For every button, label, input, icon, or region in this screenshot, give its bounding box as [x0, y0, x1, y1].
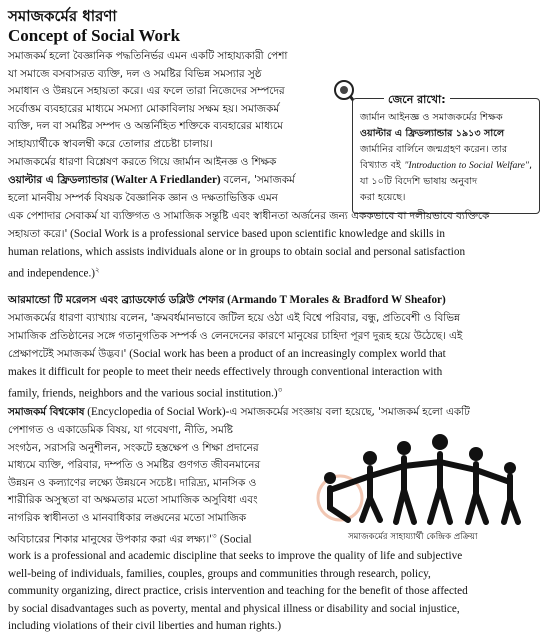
note-book-intro: বিখ্যাত বই: [360, 160, 401, 171]
morales-quote-end: family, friends, neighbors and the various social institution.): [8, 387, 278, 400]
intro-line: সর্বোত্তম ব্যবহারের মাধ্যমে সমস্যা মোকাবিলায় সক্ষম হয়। সমাজকর্ম: [8, 102, 280, 115]
friedlander-line1: সমাজকর্মের ধারণা বিশ্লেষণ করতে গিয়ে জার্মান আইনজ্ঞ ও শিক্ষক: [8, 156, 277, 168]
morales-line3: সামাজিক প্রতিষ্ঠানের সঙ্গে গতানুগতিক সম্পর্ক ও লেনদেনের কারণে মানুষের চাহিদা পূরণ দুরূহ হয়ে উঠেছে। এই: [8, 330, 463, 342]
friedlander-line2: [8, 172, 353, 190]
encyclopedia-name-en: (Encyclopedia of Social Work)-: [87, 406, 230, 418]
note-line: [360, 158, 532, 190]
encyclopedia-line: [8, 528, 308, 549]
encyclopedia-en-line: work is a professional and academic discipline that seeks to improve the quality of life and subjective: [8, 550, 463, 562]
encyclopedia-en-block: [8, 548, 543, 636]
encyclopedia-line: মাধ্যমে ব্যক্তি, পরিবার, দম্পতি ও সমষ্টির গুণগত জীবনমানের: [8, 459, 261, 472]
encyclopedia-line: শারীরিক অসুস্থতা বা অক্ষমতার মতো সামাজিক অসুবিধা এবং: [8, 494, 258, 507]
note-body: [360, 110, 532, 206]
intro-line: সমাজকর্ম হলো বৈজ্ঞানিক পদ্ধতিনির্ভর এমন একটি সাহায্যকারী পেশা: [8, 50, 288, 62]
encyclopedia-bn-block: [8, 422, 308, 549]
friedlander-quote-en: (Social Work is a professional service based upon scientific knowledge and skills in: [70, 228, 445, 240]
friedlander-quote-end: and independence.): [8, 267, 95, 280]
friedlander-quote-line3: [8, 262, 100, 283]
footnote-marker: ৩: [212, 531, 217, 540]
heading-english: Concept of Social Work: [8, 26, 181, 45]
encyclopedia-quote-start: (Social: [219, 533, 252, 546]
intro-line: সাহায্যার্থীকে স্বাবলম্বী করে তোলার প্রচেষ্টা চালায়।: [8, 137, 213, 150]
illustration-caption: সমাজকর্মের সাহায্যার্থী কেন্দ্রিক প্রক্রিয়া: [348, 532, 478, 542]
encyclopedia-line: সংগঠন, সরাসরি অনুশীলন, সংকটে হস্তক্ষেপ ও শিক্ষা প্রদানের: [8, 441, 259, 454]
encyclopedia-line: পেশাগত ও একাডেমিক বিষয়, যা গবেষণা, নীতি, সমষ্টি: [8, 424, 233, 436]
note-book-title: "Introduction to Social Welfare": [404, 160, 529, 171]
friedlander-name-bn: ওয়াল্টার এ ফ্রিডল্যান্ডার: [8, 174, 109, 186]
friedlander-line4: এক পেশাদার সেবাকর্ম যা ব্যক্তিগত ও সামাজিক সন্তুষ্টি এবং স্বাধীনতা অর্জনের জন্য এককভাবে বা দলীয়ভাবে ব্যক্তিকে: [8, 210, 490, 222]
people-helping-illustration: [300, 428, 540, 528]
encyclopedia-line: উন্নয়ন ও কল্যাণের লক্ষ্যে উন্নয়নে সচেষ্ট। দারিদ্র্য, মানসিক ও: [8, 476, 257, 489]
note-line: ওয়াল্টার এ ফ্রিডল্যান্ডার ১৯১৩ সালে: [360, 128, 505, 139]
encyclopedia-line1: [8, 404, 543, 422]
encyclopedia-line1-rest: এ সমাজকর্মের সংজ্ঞায় বলা হয়েছে, 'সমাজকর্ম হলো একটি: [229, 406, 470, 418]
encyclopedia-line: নাগরিক স্বাধীনতা ও মানবাধিকার লঙ্ঘনের মতো সামাজিক: [8, 511, 247, 524]
friedlander-quote: [8, 226, 538, 244]
encyclopedia-line8: অবিচারের শিকার মানুষের উপকার করা এর লক্ষ্য।': [8, 533, 213, 546]
morales-quote-line2: makes it difficult for people to meet their needs effectively through conventional interaction with: [8, 366, 443, 378]
note-line: জার্মান আইনজ্ঞ ও সমাজকর্মের শিক্ষক: [360, 112, 503, 123]
friedlander-quote-line2: human relations, which assists individuals alone or in groups to obtain social and personal satisfaction: [8, 246, 466, 258]
note-translated: , যা ১০টি বিদেশি ভাষায় অনুবাদ: [360, 160, 532, 187]
encyclopedia-en-line: including violations of their civil liberties and human rights.): [8, 620, 282, 633]
note-line: করা হয়েছে।: [360, 192, 406, 203]
morales-quote-bn: প্রেক্ষাপটেই সমাজকর্ম উদ্ভব।': [8, 348, 127, 360]
footnote-marker: ৩: [277, 386, 283, 394]
intro-line: সমাধান ও উন্নয়নে সহায়তা করে। এর ফলে তারা নিজেদের সম্পদের: [8, 85, 285, 98]
morales-heading: [8, 292, 543, 310]
intro-paragraph: [8, 48, 348, 154]
encyclopedia-en-line: by social disadvantages such as poverty, mental and physical illness or disability and social injustice,: [8, 602, 460, 615]
heading-bengali: সমাজকর্মের ধারণা: [8, 7, 117, 25]
note-title: জেনে রাখো:: [384, 91, 450, 110]
friedlander-says: বলেন, 'সমাজকর্ম: [223, 174, 295, 186]
morales-line2: সমাজকর্মের ধারণা ব্যাখ্যায় বলেন, 'ক্রমবর্ধমানভাবে জটিল হয়ে ওঠা এই বিশ্বে পরিবার, বন্ধু, প্রতিবেশী ও বিভিন্ন: [8, 312, 460, 324]
morales-quote-line3: [8, 382, 282, 403]
morales-name-en: (Armando T Morales & Bradford W Sheafor): [227, 294, 446, 306]
morales-name-bn: আরমান্ডো টি মরেলস এবং ব্র্যাডফোর্ড ডব্লিউ শেফার: [8, 294, 225, 306]
morales-quote: [8, 346, 543, 364]
encyclopedia-en-line: well-being of individuals, families, couples, groups and communities through research, policy,: [8, 567, 431, 580]
encyclopedia-name-bn: সমাজকর্ম বিশ্বকোষ: [8, 406, 85, 418]
encyclopedia-en-line: community organizing, direct practice, crisis intervention and teaching for the benefit of those affected: [8, 585, 468, 598]
friedlander-quote-bn: সহায়তা করে।': [8, 228, 68, 240]
footnote-marker: ২: [94, 266, 100, 274]
intro-line: ব্যক্তি, দল বা সমষ্টির সম্পদ ও অন্তর্নিহিত শক্তিকে ব্যবহারের মাধ্যমে: [8, 120, 283, 133]
friedlander-name-en: (Walter A Friedlander): [110, 174, 221, 186]
friedlander-line3: হলো মানবীয় সম্পর্ক বিষয়ক বৈজ্ঞানিক জ্ঞান ও দক্ষতাভিত্তিক এমন: [8, 192, 278, 204]
note-line: জার্মানির বার্লিনে জন্মগ্রহণ করেন। তার: [360, 144, 508, 155]
intro-line: যা সমাজে বসবাসরত ব্যক্তি, দল ও সমষ্টির বিভিন্ন সমস্যার সুষ্ঠ: [8, 67, 262, 80]
morales-quote-en: (Social work has been a product of an increasingly complex world that: [129, 348, 446, 360]
